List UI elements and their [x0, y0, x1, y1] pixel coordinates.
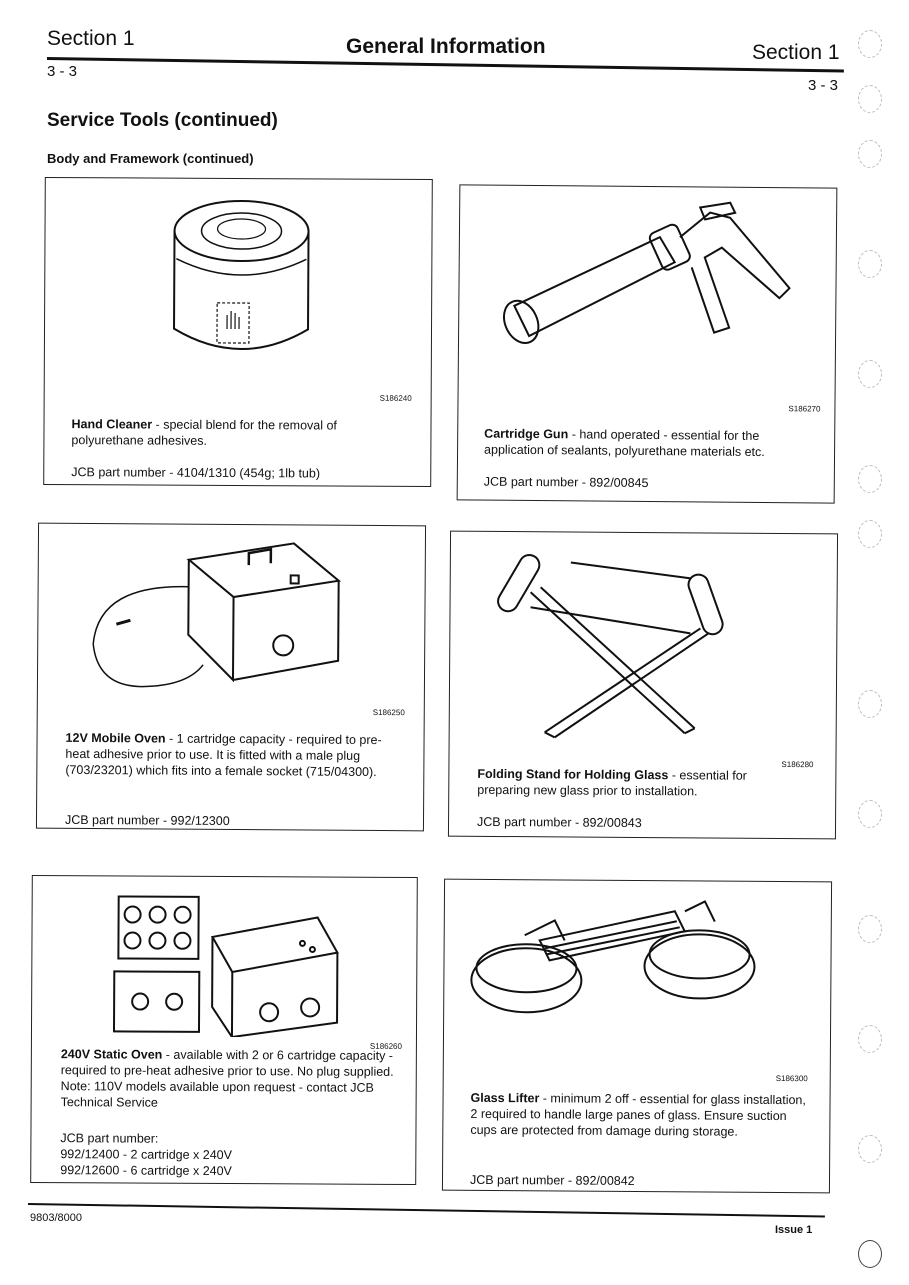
header-rule — [47, 57, 844, 73]
cartridge-gun-icon — [459, 185, 837, 388]
tool-caption — [484, 426, 814, 461]
part-number: JCB part number - 892/00842 — [469, 1172, 635, 1188]
tool-caption — [470, 1090, 810, 1140]
part-number: JCB part number - 992/12300 — [64, 812, 230, 828]
figure-ref: S186270 — [788, 404, 821, 414]
part-number: 992/12400 - 2 cartridge x 240V — [60, 1147, 233, 1163]
part-number: JCB part number - 4104/1310 (454g; 1lb tub) — [71, 465, 321, 481]
footer-rule — [28, 1203, 825, 1218]
tool-name: Folding Stand for Holding Glass — [477, 766, 669, 783]
folding-stand-icon — [450, 532, 837, 745]
punch-hole — [858, 690, 882, 718]
figure-ref: S186250 — [372, 707, 405, 718]
punch-hole — [858, 1025, 882, 1053]
punch-hole — [858, 1240, 882, 1268]
mobile-oven-icon — [38, 524, 425, 697]
tool-description: - available with 2 or 6 cartridge capacity - required to pre-heat adhesive prior to use. No plug supplied. Note: 110V models available upon request - contact JCB Technical Service — [60, 1047, 394, 1110]
page-subtitle: Body and Framework (continued) — [47, 151, 254, 166]
figure-ref: S186280 — [781, 759, 814, 770]
page-title: Service Tools (continued) — [47, 110, 278, 131]
tool-panel-12v-mobile-oven — [36, 523, 426, 832]
page-number-left: 3 - 3 — [47, 63, 78, 80]
punch-hole — [858, 85, 882, 113]
static-oven-icon — [32, 876, 417, 1038]
tool-panel-cartridge-gun — [457, 184, 838, 503]
tool-caption — [477, 766, 787, 800]
tool-caption — [71, 416, 391, 450]
tool-description: - special blend for the removal of polyurethane adhesives. — [71, 417, 337, 448]
tool-description: - essential for preparing new glass prior to installation. — [477, 768, 747, 799]
tool-caption — [61, 1046, 401, 1112]
tool-panel-glass-lifter — [442, 879, 832, 1194]
tool-name: Cartridge Gun — [484, 426, 569, 442]
punch-hole — [858, 915, 882, 943]
tool-name: 240V Static Oven — [60, 1047, 163, 1062]
tool-name: Hand Cleaner — [71, 417, 153, 432]
header-section-right: Section 1 — [752, 41, 840, 64]
figure-ref: S186240 — [379, 393, 412, 403]
tool-panel-240v-static-oven — [30, 875, 418, 1185]
glass-lifter-icon — [444, 880, 831, 1043]
footer-doc-number: 9803/8000 — [30, 1212, 82, 1224]
part-number: JCB part number - 892/00845 — [483, 474, 649, 491]
figure-ref: S186300 — [775, 1073, 808, 1084]
tool-description: - hand operated - essential for the application of sealants, polyurethane materials etc. — [484, 427, 765, 460]
punch-hole — [858, 250, 882, 278]
punch-hole — [858, 140, 882, 168]
tool-description: - 1 cartridge capacity - required to pre-heat adhesive prior to use. It is fitted with a male plug (703/23201) which fits into a female socket (715/04300). — [65, 731, 382, 780]
header-title: General Information — [346, 35, 546, 58]
punch-hole — [858, 30, 882, 58]
punch-hole — [858, 800, 882, 828]
tool-caption — [65, 730, 405, 780]
tool-panel-folding-stand — [448, 531, 838, 840]
tool-name: 12V Mobile Oven — [65, 730, 166, 746]
punch-hole — [858, 360, 882, 388]
tool-name: Glass Lifter — [470, 1090, 540, 1106]
part-number: JCB part number - 892/00843 — [476, 814, 642, 830]
punch-hole — [858, 520, 882, 548]
part-number-label: JCB part number: — [60, 1131, 159, 1146]
tool-description: - minimum 2 off - essential for glass installation, 2 required to handle large panes of glass. Ensure suction cups are protected from damage during storage. — [470, 1091, 806, 1139]
footer-issue: Issue 1 — [775, 1224, 813, 1236]
figure-ref: S186260 — [369, 1041, 402, 1051]
punch-hole — [858, 1135, 882, 1163]
part-number: 992/12600 - 6 cartridge x 240V — [60, 1163, 232, 1179]
tool-panel-hand-cleaner — [43, 177, 433, 487]
punch-hole — [858, 465, 882, 493]
page-number-right: 3 - 3 — [808, 77, 839, 94]
tub-icon — [45, 178, 432, 380]
header-section-left: Section 1 — [47, 27, 135, 50]
